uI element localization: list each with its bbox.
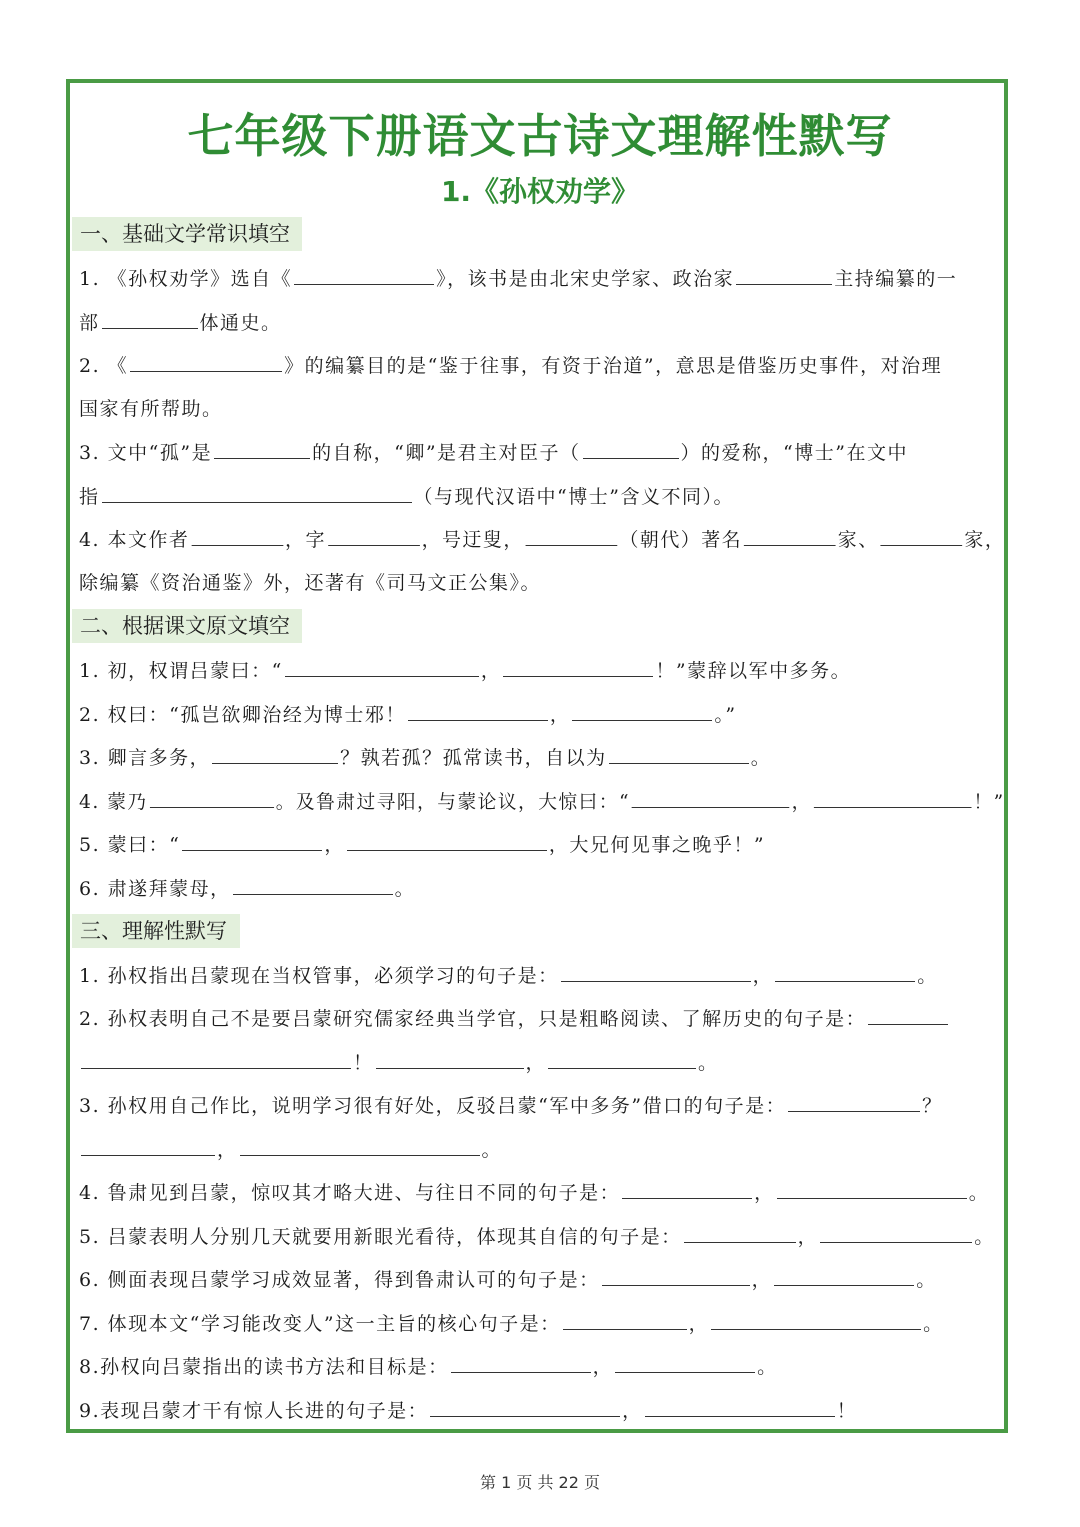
answer-blank[interactable] [711, 1311, 921, 1330]
answer-blank[interactable] [503, 658, 653, 677]
section-heading-2: 二、根据课文原文填空 [72, 609, 302, 643]
answer-blank[interactable] [212, 745, 338, 764]
question-line: 1. 初，权谓吕蒙曰：“ ， ！”蒙辞以军中多务。 [79, 660, 852, 682]
answer-blank[interactable] [130, 353, 282, 372]
answer-blank[interactable] [294, 266, 434, 285]
question-line: 4. 本文作者 ，字 ，号迂叟， （朝代）著名 家、 家， [79, 529, 1006, 551]
question-line: 部 体通史。 [79, 312, 282, 334]
question-line: 国家有所帮助。 [79, 398, 223, 420]
answer-blank[interactable] [150, 789, 274, 808]
answer-blank[interactable] [214, 440, 310, 459]
question-line: 指 （与现代汉语中“博士”含义不同）。 [79, 486, 734, 508]
question-line: 2. 权曰：“孤岂欲卿治经为博士邪！ ， 。” [79, 704, 737, 726]
page-title: 七年级下册语文古诗文理解性默写 [187, 109, 893, 163]
answer-blank[interactable] [328, 527, 420, 546]
answer-blank[interactable] [285, 658, 479, 677]
answer-blank[interactable] [777, 1180, 967, 1199]
answer-blank[interactable] [788, 1093, 920, 1112]
question-line: 5. 蒙曰：“ ， ，大兄何见事之晚乎！” [79, 834, 766, 856]
answer-blank[interactable] [102, 484, 412, 503]
answer-blank[interactable] [632, 789, 790, 808]
answer-blank[interactable] [408, 702, 548, 721]
section-heading-1: 一、基础文学常识填空 [72, 217, 302, 251]
question-line: 8.孙权向吕蒙指出的读书方法和目标是： ， 。 [79, 1356, 778, 1378]
answer-blank[interactable] [240, 1137, 480, 1156]
question-line: 1. 孙权指出吕蒙现在当权管事，必须学习的句子是： ， 。 [79, 965, 938, 987]
answer-blank[interactable] [684, 1224, 796, 1243]
answer-blank[interactable] [81, 1137, 215, 1156]
answer-blank[interactable] [347, 832, 547, 851]
answer-blank[interactable] [561, 963, 751, 982]
question-line: 2. 孙权表明自己不是要吕蒙研究儒家经典当学官，只是粗略阅读、了解历史的句子是： [79, 1006, 950, 1031]
answer-blank[interactable] [376, 1050, 524, 1069]
answer-blank[interactable] [602, 1267, 750, 1286]
answer-blank[interactable] [775, 963, 915, 982]
question-line: ！ ， 。 [79, 1050, 719, 1075]
answer-blank[interactable] [868, 1006, 948, 1025]
answer-blank[interactable] [102, 310, 198, 329]
answer-blank[interactable] [609, 745, 749, 764]
answer-blank[interactable] [820, 1224, 972, 1243]
question-line: 除编纂《资治通鉴》外，还著有《司马文正公集》。 [79, 572, 542, 594]
section-heading-3: 三、理解性默写 [72, 914, 240, 948]
question-line: 7. 体现本文“学习能改变人”这一主旨的核心句子是： ， 。 [79, 1313, 944, 1335]
answer-blank[interactable] [744, 527, 836, 546]
question-line: 6. 侧面表现吕蒙学习成效显著，得到鲁肃认可的句子是： ， 。 [79, 1269, 937, 1291]
answer-blank[interactable] [563, 1311, 687, 1330]
answer-blank[interactable] [451, 1354, 591, 1373]
question-line: ， 。 [79, 1137, 502, 1162]
answer-blank[interactable] [615, 1354, 755, 1373]
question-line: 4. 蒙乃 。及鲁肃过寻阳，与蒙论议，大惊曰：“ ， ！” [79, 791, 1005, 813]
answer-blank[interactable] [81, 1050, 351, 1069]
answer-blank[interactable] [182, 832, 322, 851]
page-footer: 第 1 页 共 22 页 [480, 1473, 600, 1492]
question-line: 4. 鲁肃见到吕蒙，惊叹其才略大进、与往日不同的句子是： ， 。 [79, 1182, 990, 1204]
answer-blank[interactable] [526, 527, 618, 546]
answer-blank[interactable] [572, 702, 712, 721]
answer-blank[interactable] [430, 1398, 620, 1417]
answer-blank[interactable] [881, 527, 963, 546]
answer-blank[interactable] [645, 1398, 835, 1417]
question-line: 9.表现吕蒙才干有惊人长进的句子是： ， ！ [79, 1400, 858, 1422]
answer-blank[interactable] [548, 1050, 696, 1069]
answer-blank[interactable] [622, 1180, 752, 1199]
question-line: 5. 吕蒙表明人分别几天就要用新眼光看待，体现其自信的句子是： ， 。 [79, 1226, 995, 1248]
question-line: 2. 《 》的编纂目的是“鉴于往事，有资于治道”，意思是借鉴历史事件，对治理 [79, 355, 943, 377]
question-line: 3. 文中“孤”是 的自称，“卿”是君主对臣子（ ）的爱称，“博士”在文中 [79, 442, 908, 464]
answer-blank[interactable] [583, 440, 679, 459]
page-subtitle: 1.《孙权劝学》 [440, 175, 640, 208]
question-line: 6. 肃遂拜蒙母， 。 [79, 878, 416, 900]
answer-blank[interactable] [814, 789, 972, 808]
answer-blank[interactable] [233, 876, 393, 895]
question-line: 1. 《孙权劝学》选自《 》，该书是由北宋史学家、政治家 主持编纂的一 [79, 268, 958, 290]
question-line: 3. 卿言多务， ？孰若孤？孤常读书，自以为 。 [79, 747, 772, 769]
answer-blank[interactable] [774, 1267, 914, 1286]
answer-blank[interactable] [191, 527, 283, 546]
answer-blank[interactable] [736, 266, 832, 285]
question-line: 3. 孙权用自己作比，说明学习很有好处，反驳吕蒙“军中多务”借口的句子是： ？ [79, 1095, 943, 1117]
